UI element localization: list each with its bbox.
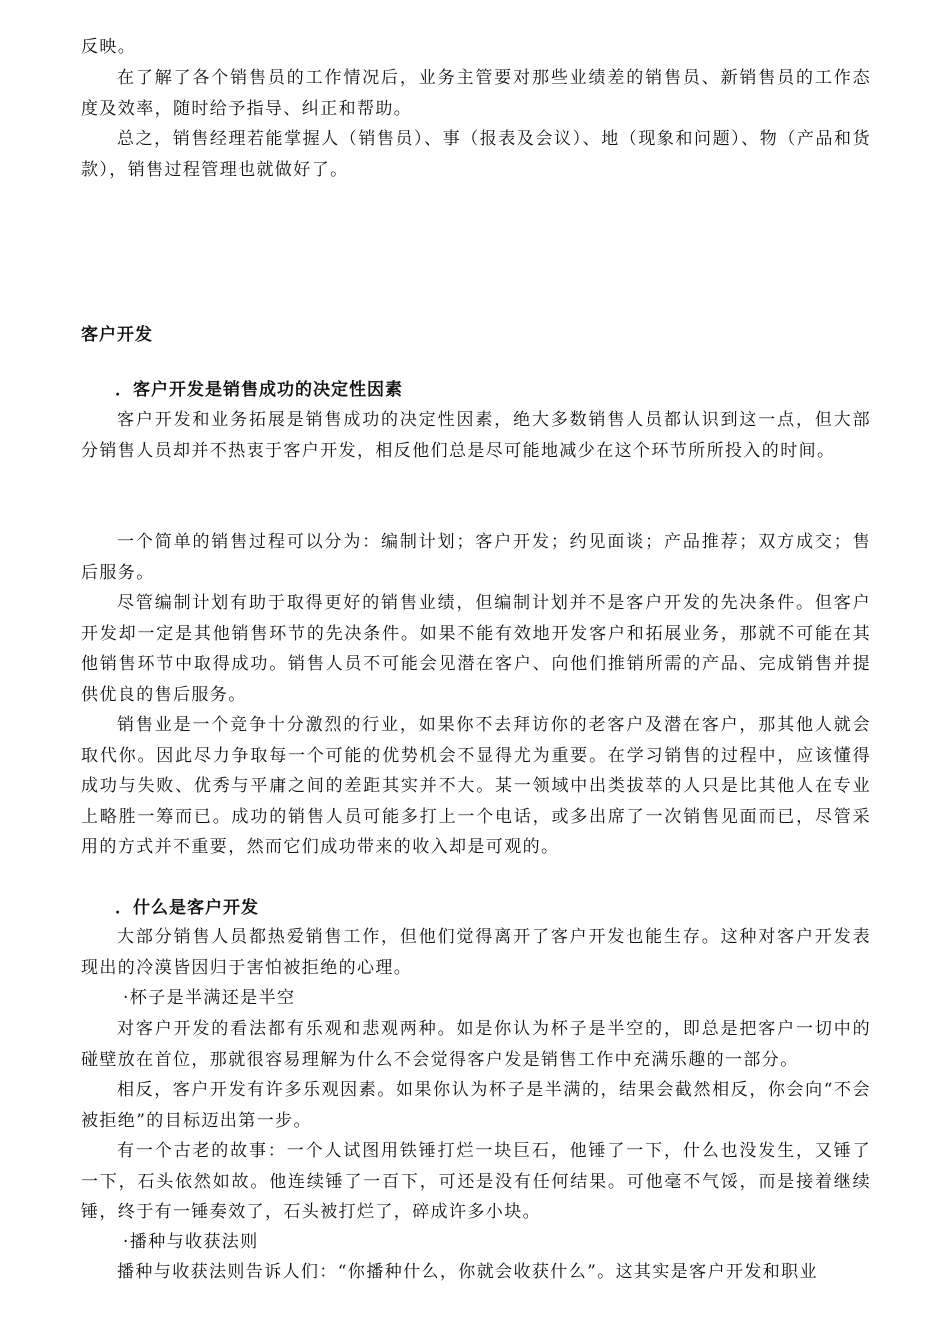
paragraph: 大部分销售人员都热爱销售工作，但他们觉得离开了客户开发也能生存。这种对客户开发表现出的冷漠皆因归于害怕被拒绝的心理。 — [81, 927, 871, 978]
bullet-item: ·播种与收获法则 — [123, 1232, 259, 1252]
bullet-item: ·杯子是半满还是半空 — [123, 988, 296, 1008]
paragraph: 在了解了各个销售员的工作情况后，业务主管要对那些业绩差的销售员、新销售员的工作态度及效率，随时给予指导、纠正和帮助。 — [81, 68, 871, 119]
paragraph: 反映。 — [81, 37, 137, 57]
paragraph: 对客户开发的看法都有乐观和悲观两种。如是你认为杯子是半空的，即总是把客户一切中的碰壁放在首位，那就很容易理解为什么不会觉得客户发是销售工作中充满乐趣的一部分。 — [81, 1019, 871, 1070]
section-title: 客户开发 — [81, 325, 153, 345]
subsection-title: ．客户开发是销售成功的决定性因素 — [115, 380, 403, 400]
paragraph: 尽管编制计划有助于取得更好的销售业绩，但编制计划并不是客户开发的先决条件。但客户开发却一定是其他销售环节的先决条件。如果不能有效地开发客户和拓展业务，那就不可能在其他销售环节中取得成功。销售人员不可能会见潜在客户、向他们推销所需的产品、完成销售并提供优良的售后服务。 — [81, 593, 871, 705]
paragraph: 相反，客户开发有许多乐观因素。如果你认为杯子是半满的，结果会截然相反，你会向“不会被拒绝”的目标迈出第一步。 — [81, 1080, 871, 1131]
subsection-title: ．什么是客户开发 — [115, 898, 259, 918]
paragraph: 有一个古老的故事：一个人试图用铁锤打烂一块巨石，他锤了一下，什么也没发生，又锤了一下，石头依然如故。他连续锤了一百下，可还是没有任何结果。可他毫不气馁，而是接着继续锤，终于有一锤奏效了，石头被打烂了，碎成许多小块。 — [81, 1141, 871, 1222]
paragraph: 销售业是一个竞争十分激烈的行业，如果你不去拜访你的老客户及潜在客户，那其他人就会取代你。因此尽力争取每一个可能的优势机会不显得尤为重要。在学习销售的过程中，应该懂得成功与失败、优秀与平庸之间的差距其实并不大。某一领域中出类拔萃的人只是比其他人在专业上略胜一筹而已。成功的销售人员可能多打上一个电话，或多出席了一次销售见面而已，尽管采用的方式并不重要，然而它们成功带来的收入却是可观的。 — [81, 715, 871, 857]
paragraph: 播种与收获法则告诉人们：“你播种什么，你就会收获什么”。这其实是客户开发和职业 — [117, 1262, 818, 1282]
paragraph: 客户开发和业务拓展是销售成功的决定性因素，绝大多数销售人员都认识到这一点，但大部分销售人员却并不热衷于客户开发，相反他们总是尽可能地减少在这个环节所所投入的时间。 — [81, 410, 871, 461]
paragraph: 一个简单的销售过程可以分为：编制计划；客户开发；约见面谈；产品推荐；双方成交；售后服务。 — [81, 532, 871, 583]
paragraph: 总之，销售经理若能掌握人（销售员）、事（报表及会议）、地（现象和问题）、物（产品和货款），销售过程管理也就做好了。 — [81, 129, 871, 180]
